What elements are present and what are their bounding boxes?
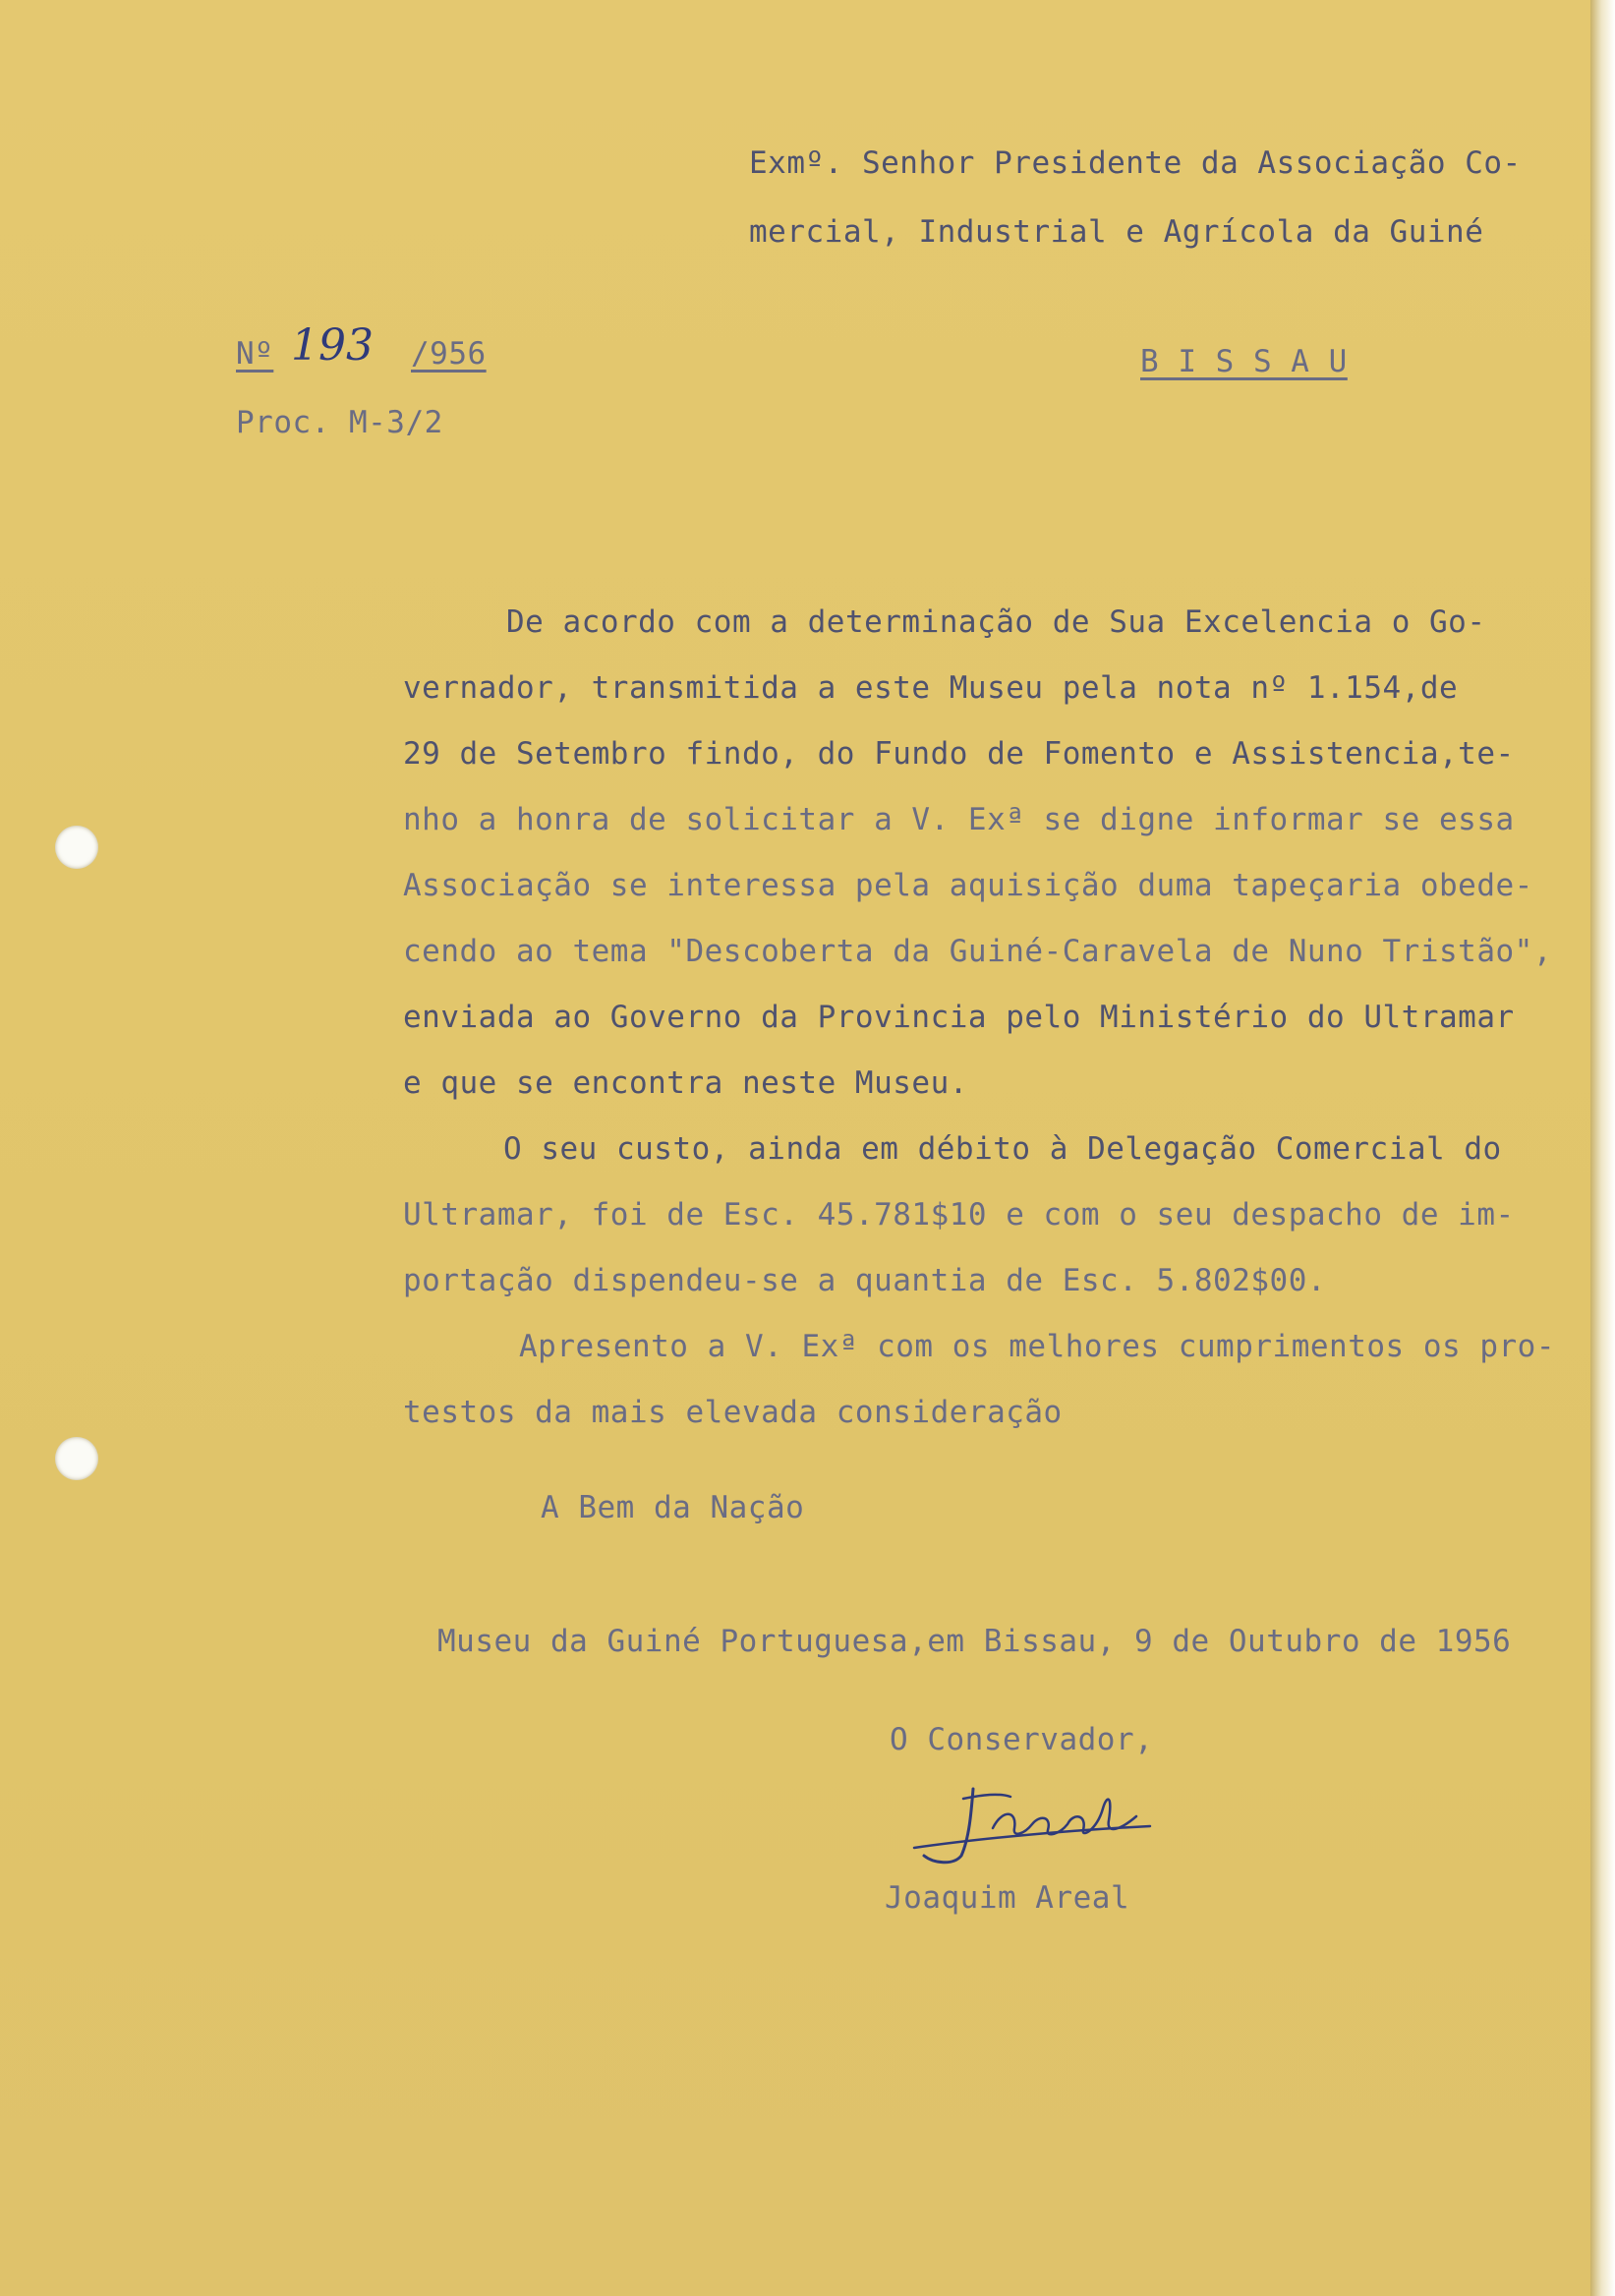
closing-title: O Conservador,	[890, 1722, 1154, 1757]
paper-edge	[1590, 0, 1615, 2296]
salutation: A Bem da Nação	[541, 1490, 805, 1525]
body-line: portação dispendeu-se a quantia de Esc. 5.802$00.	[403, 1263, 1327, 1298]
body-line: 29 de Setembro findo, do Fundo de Fomento e Assistencia,te-	[403, 736, 1515, 772]
body-line: cendo ao tema "Descoberta da Guiné-Caravela de Nuno Tristão",	[403, 934, 1552, 969]
place-and-date: Museu da Guiné Portuguesa,em Bissau, 9 de Outubro de 1956	[437, 1624, 1512, 1659]
body-line: vernador, transmitida a este Museu pela nota nº 1.154,de	[403, 670, 1459, 706]
punch-hole-bottom	[55, 1437, 98, 1480]
body-line: De acordo com a determinação de Sua Excelencia o Go-	[506, 604, 1486, 640]
body-line: enviada ao Governo da Provincia pelo Ministério do Ultramar	[403, 1000, 1515, 1035]
ref-number-handwritten: 193	[291, 320, 374, 371]
body-line: Apresento a V. Exª com os melhores cumprimentos os pro-	[519, 1329, 1555, 1364]
handwritten-signature	[904, 1769, 1170, 1877]
body-line: Associação se interessa pela aquisição duma tapeçaria obede-	[403, 868, 1533, 903]
body-line: testos da mais elevada consideração	[403, 1395, 1063, 1430]
addressee-line-1: Exmº. Senhor Presidente da Associação Co-	[749, 145, 1522, 181]
city-heading: B I S S A U	[1140, 344, 1348, 379]
ref-year: /956	[411, 336, 487, 372]
addressee-line-2: mercial, Industrial e Agrícola da Guiné	[749, 214, 1484, 250]
body-line: e que se encontra neste Museu.	[403, 1065, 968, 1101]
body-line: nho a honra de solicitar a V. Exª se digne informar se essa	[403, 802, 1515, 837]
signer-name: Joaquim Areal	[885, 1880, 1130, 1916]
punch-hole-top	[55, 826, 98, 869]
ref-prefix: Nº	[236, 336, 274, 372]
process-reference: Proc. M-3/2	[236, 405, 443, 440]
body-line: O seu custo, ainda em débito à Delegação Comercial do	[503, 1131, 1502, 1167]
body-line: Ultramar, foi de Esc. 45.781$10 e com o seu despacho de im-	[403, 1197, 1515, 1233]
reference-number	[236, 320, 491, 385]
